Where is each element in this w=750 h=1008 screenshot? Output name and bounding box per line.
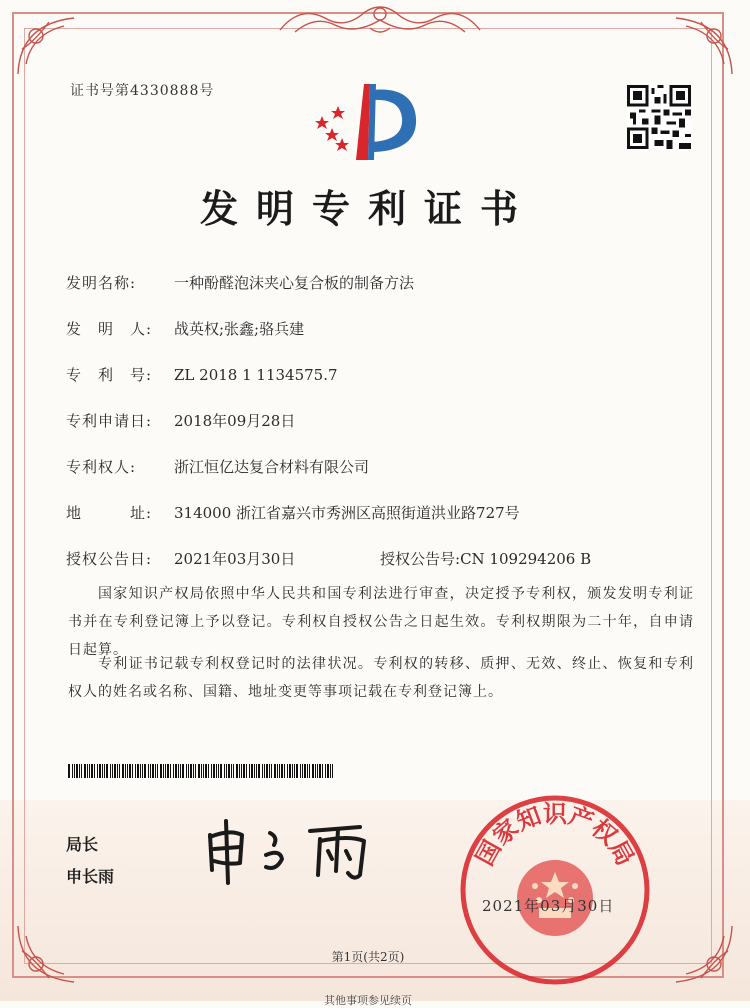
corner-ornament-icon <box>14 14 84 84</box>
director-title: 局长 <box>66 835 99 854</box>
signature-icon <box>200 815 390 885</box>
certificate-number: 证书号第4330888号 <box>70 83 215 99</box>
publication-no-value: CN 109294206 B <box>460 550 592 568</box>
inventor-value: 战英权;张鑫;骆兵建 <box>174 320 305 338</box>
inventor-row <box>66 318 304 339</box>
barcode-icon <box>68 764 336 778</box>
corner-ornament-icon <box>666 14 736 84</box>
statement-paragraph-1: 国家知识产权局依照中华人民共和国专利法进行审查，决定授予专利权，颁发发明专利证书并在专利登记簿上予以登记。专利权自授权公告之日起生效。专利权期限为二十年，自申请日起算。 <box>68 586 694 658</box>
patentee-row <box>66 456 369 477</box>
seal-text: 国家知识产权局 <box>470 800 640 871</box>
patentee-value: 浙江恒亿达复合材料有限公司 <box>174 458 370 476</box>
qr-code-icon <box>627 85 691 149</box>
filing-date-label: 专利申请日: <box>66 412 153 430</box>
invention-name-label: 发明名称: <box>66 274 137 292</box>
address-value: 314000 浙江省嘉兴市秀洲区高照街道洪业路727号 <box>174 504 520 522</box>
seal-date: 2021年03月30日 <box>482 897 615 915</box>
patent-no-value: ZL 2018 1 1134575.7 <box>174 366 338 384</box>
filing-date-value: 2018年09月28日 <box>174 412 296 430</box>
publication-no-row <box>380 548 591 569</box>
publication-no-label: 授权公告号: <box>380 550 461 568</box>
statement-paragraph-2: 专利证书记载专利权登记时的法律状况。专利权的转移、质押、无效、终止、恢复和专利权人的姓名或名称、国籍、地址变更等事项记载在专利登记簿上。 <box>68 656 694 700</box>
patent-no-row <box>66 364 338 385</box>
page-number: 第1页(共2页) <box>331 950 405 964</box>
director-name: 申长雨 <box>66 867 115 886</box>
address-label: 地 址: <box>66 504 153 522</box>
top-ornament-icon <box>275 0 485 40</box>
grant-date-row <box>66 548 295 569</box>
page-title: 发明专利证书 <box>199 187 536 231</box>
svg-text:国家知识产权局 <box>471 800 640 870</box>
inventor-label: 发 明 人: <box>66 320 153 338</box>
grant-date-label: 授权公告日: <box>66 550 153 568</box>
patent-no-label: 专 利 号: <box>66 366 153 384</box>
patentee-label: 专利权人: <box>66 458 137 476</box>
footer-note: 其他事项参见续页 <box>324 994 412 1007</box>
invention-name-row <box>66 272 414 293</box>
patent-logo-icon <box>308 80 428 165</box>
invention-name-value: 一种酚醛泡沫夹心复合板的制备方法 <box>174 274 415 292</box>
grant-date-value: 2021年03月30日 <box>174 550 296 568</box>
filing-date-row <box>66 410 295 431</box>
address-row <box>66 502 520 523</box>
